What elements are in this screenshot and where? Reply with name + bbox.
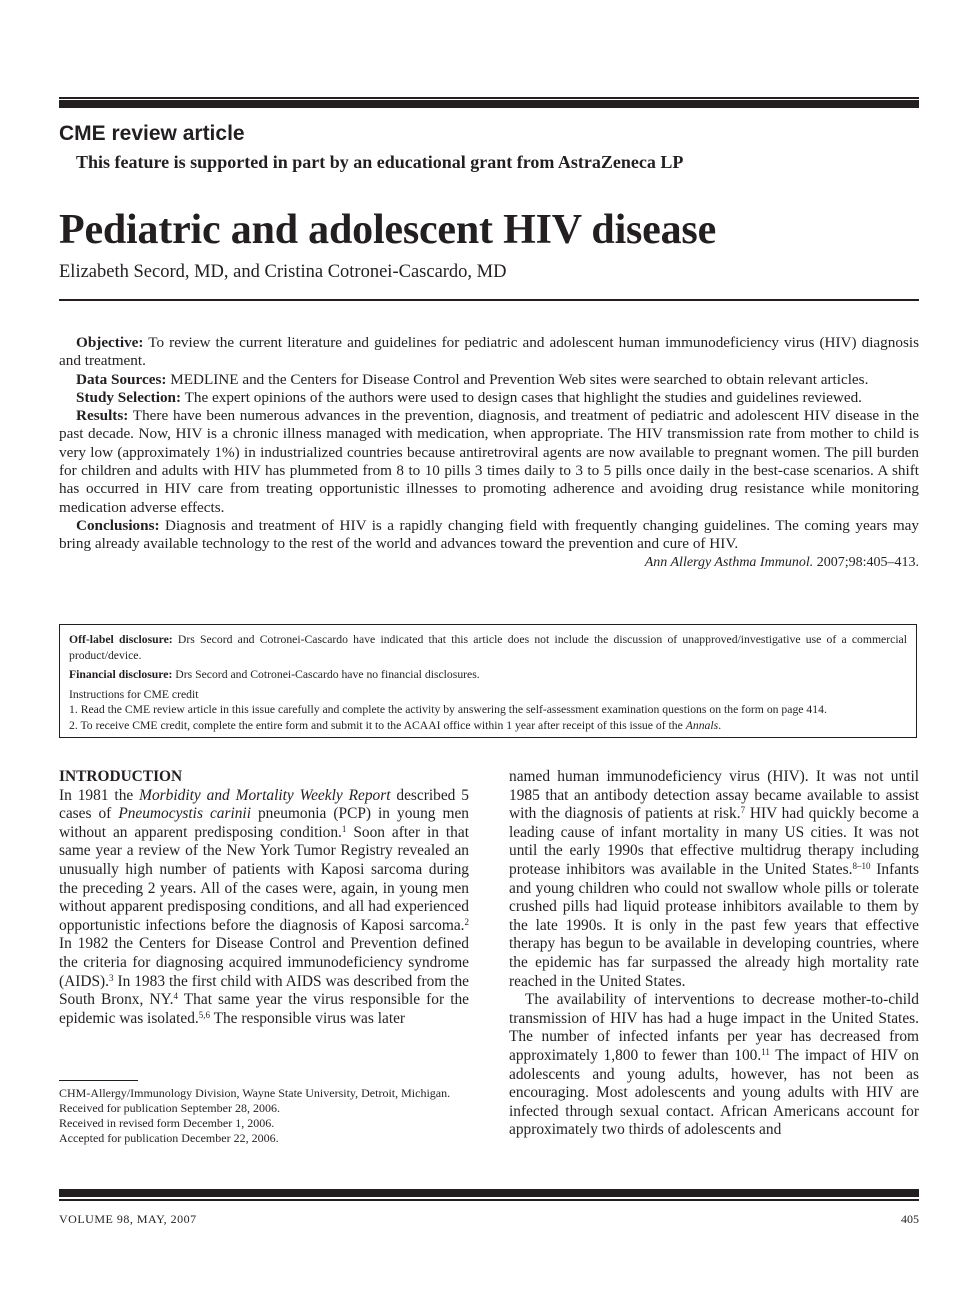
reference-marker: 4 [173, 991, 178, 1002]
intro-text: The availability of interventions to decrease mother-to-child transmission of HIV has had a huge impact in the United States. The number of infected infants per year has decreased from approximately 1,800 to fewer than 100. [509, 991, 919, 1064]
footnote-rule [59, 1080, 138, 1081]
intro-text: In 1982 the Centers for Disease Control and Prevention defined the criteria for diagnosing acquired immunodeficiency syndrome (AIDS). [59, 935, 469, 990]
conclusions-label: Conclusions: [76, 516, 160, 534]
intro-text: The responsible virus was later [210, 1009, 406, 1027]
citation-ref: 2007;98:405–413. [813, 554, 919, 570]
intro-text: In 1983 the first child with AIDS was described from the South Bronx, NY. [59, 972, 469, 1009]
instruction-2-journal: Annals [685, 718, 719, 732]
intro-text: Soon after in that same year a review of the New York Tumor Registry revealed an unusually high number of patients with Kaposi sarcoma during the preceding 2 years. All of the cases were, again, in young men without apparent predisposing conditions, and all had experienced opportunistic infections before the diagnosis of Kaposi sarcoma. [59, 823, 469, 934]
intro-paragraph-2 [509, 991, 919, 1140]
accepted-date: Accepted for publication December 22, 2006. [59, 1131, 279, 1145]
results-label: Results: [76, 407, 129, 425]
right-column [509, 768, 919, 1140]
data-sources-label: Data Sources: [76, 370, 167, 388]
revised-date: Received in revised form December 1, 2006. [59, 1116, 275, 1130]
reference-marker: 11 [761, 1046, 770, 1057]
intro-text: described 5 cases of [59, 786, 469, 823]
disclosure-box [59, 624, 917, 738]
intro-text: That same year the virus responsible for the epidemic was isolated. [59, 991, 469, 1027]
grant-support-line: This feature is supported in part by an educational grant from AstraZeneca LP [76, 152, 684, 172]
abstract-study-selection [59, 389, 919, 407]
cme-instruction-2 [69, 718, 907, 734]
reference-marker: 5,6 [198, 1009, 211, 1020]
intro-text: Infants and young children who could not swallow whole pills or tolerate crushed pills had liquid protease inhibitors available to them by the late 1990s. It is only in the past few years that effective therapy has begun to be available in developing countries, where the epidemic has far surpassed the already high mortality rate reached in the United States. [509, 860, 919, 990]
reference-marker: 8–10 [852, 860, 871, 871]
intro-text: The impact of HIV on adolescents and young adults, however, has not been as encouraging. Most adolescents and young adults with HIV are infected through sexual contact. African Americans account for approximately two thirds of adolescents and [509, 1046, 919, 1139]
intro-mmwr: Morbidity and Mortality Weekly Report [139, 786, 391, 804]
objective-text: To review the current literature and guidelines for pediatric and adolescent human immunodeficiency virus (HIV) diagnosis and treatment. [59, 334, 919, 370]
abstract-objective [59, 334, 919, 371]
page-number: 405 [901, 1212, 919, 1226]
study-selection-text: The expert opinions of the authors were used to design cases that highlight the studies and guidelines reviewed. [184, 388, 862, 406]
bottom-rule-thin [59, 1199, 919, 1201]
title-divider [59, 299, 919, 301]
intro-text: named human immunodeficiency virus (HIV). It was not until 1985 that an antibody detection assay became available to assist with the diagnosis of patients at risk. [509, 768, 919, 823]
reference-marker: 1 [341, 823, 347, 834]
objective-label: Objective: [76, 334, 144, 351]
reference-marker: 2 [464, 916, 469, 927]
financial-label: Financial disclosure: [69, 668, 173, 682]
citation-journal: Ann Allergy Asthma Immunol. [644, 554, 814, 570]
abstract-data-sources [59, 371, 919, 389]
abstract-conclusions [59, 517, 919, 554]
data-sources-text: MEDLINE and the Centers for Disease Control and Prevention Web sites were searched to obtain relevant articles. [170, 370, 869, 388]
reference-marker: 7 [740, 805, 746, 816]
financial-text: Drs Secord and Cotronei-Cascardo have no financial disclosures. [175, 668, 480, 682]
top-rule-thick [59, 100, 919, 108]
intro-paragraph-1 [59, 787, 469, 1029]
conclusions-text: Diagnosis and treatment of HIV is a rapidly changing field with frequently changing guidelines. The coming years may bring already available technology to the rest of the world and advances toward the prevention and cure of HIV. [59, 516, 919, 553]
affiliation-note: CHM-Allergy/Immunology Division, Wayne State University, Detroit, Michigan. [59, 1086, 451, 1100]
intro-text: pneumonia (PCP) in young men without an apparent predisposing condition. [59, 805, 469, 841]
abstract [59, 334, 919, 572]
cme-instructions-heading: Instructions for CME credit [69, 687, 199, 701]
study-selection-label: Study Selection: [76, 388, 182, 406]
article-type: CME review article [59, 122, 245, 145]
offlabel-text: Drs Secord and Cotronei-Cascardo have indicated that this article does not include the discussion of unapproved/investigative use of a commercial product/device. [69, 633, 907, 662]
offlabel-label: Off-label disclosure: [69, 633, 173, 646]
citation [59, 554, 919, 572]
abstract-results [59, 407, 919, 517]
intro-text: In 1981 the [59, 786, 140, 804]
intro-organism: Pneumocystis carinii [118, 805, 251, 823]
journal-volume: VOLUME 98, MAY, 2007 [59, 1212, 197, 1226]
financial-disclosure [69, 667, 907, 683]
offlabel-disclosure [69, 632, 907, 663]
left-column [59, 768, 469, 1028]
article-authors: Elizabeth Secord, MD, and Cristina Cotronei-Cascardo, MD [59, 262, 507, 282]
intro-text: HIV had quickly become a leading cause of infant mortality in many US cities. It was not until the early 1990s that effective multidrug therapy including protease inhibitors was available in the United States. [509, 805, 919, 878]
cme-instruction-1: 1. Read the CME review article in this issue carefully and complete the activity by answering the self-assessment examination questions on the form on page 414. [69, 703, 827, 717]
intro-paragraph-1-continued [509, 768, 919, 991]
introduction-heading: INTRODUCTION [59, 768, 183, 785]
instruction-2-text: 2. To receive CME credit, complete the entire form and submit it to the ACAAI office within 1 year after receipt of this issue of the [69, 718, 686, 732]
article-title: Pediatric and adolescent HIV disease [59, 207, 717, 253]
footnotes [59, 1086, 469, 1146]
bottom-rule-thick [59, 1189, 919, 1197]
results-text: There have been numerous advances in the prevention, diagnosis, and treatment of pediatric and adolescent HIV disease in the past decade. Now, HIV is a chronic illness managed with medication, when appropriate. The HIV transmission rate from mother to child is very low (approximately 1%) in industrialized countries because antiretroviral agents are now available to pregnant women. The pill burden for children and adults with HIV has plummeted from 8 to 10 pills 3 times daily to 3 to 5 pills once daily in the best-case scenarios. A shift has occurred in HIV care from treating opportunistic illnesses to promoting adherence and avoiding drug resistance while monitoring medication adverse effects. [59, 407, 919, 516]
top-rule-thin [59, 97, 919, 99]
instruction-2-end: . [718, 718, 722, 732]
received-date: Received for publication September 28, 2006. [59, 1101, 280, 1115]
reference-marker: 3 [109, 972, 114, 983]
